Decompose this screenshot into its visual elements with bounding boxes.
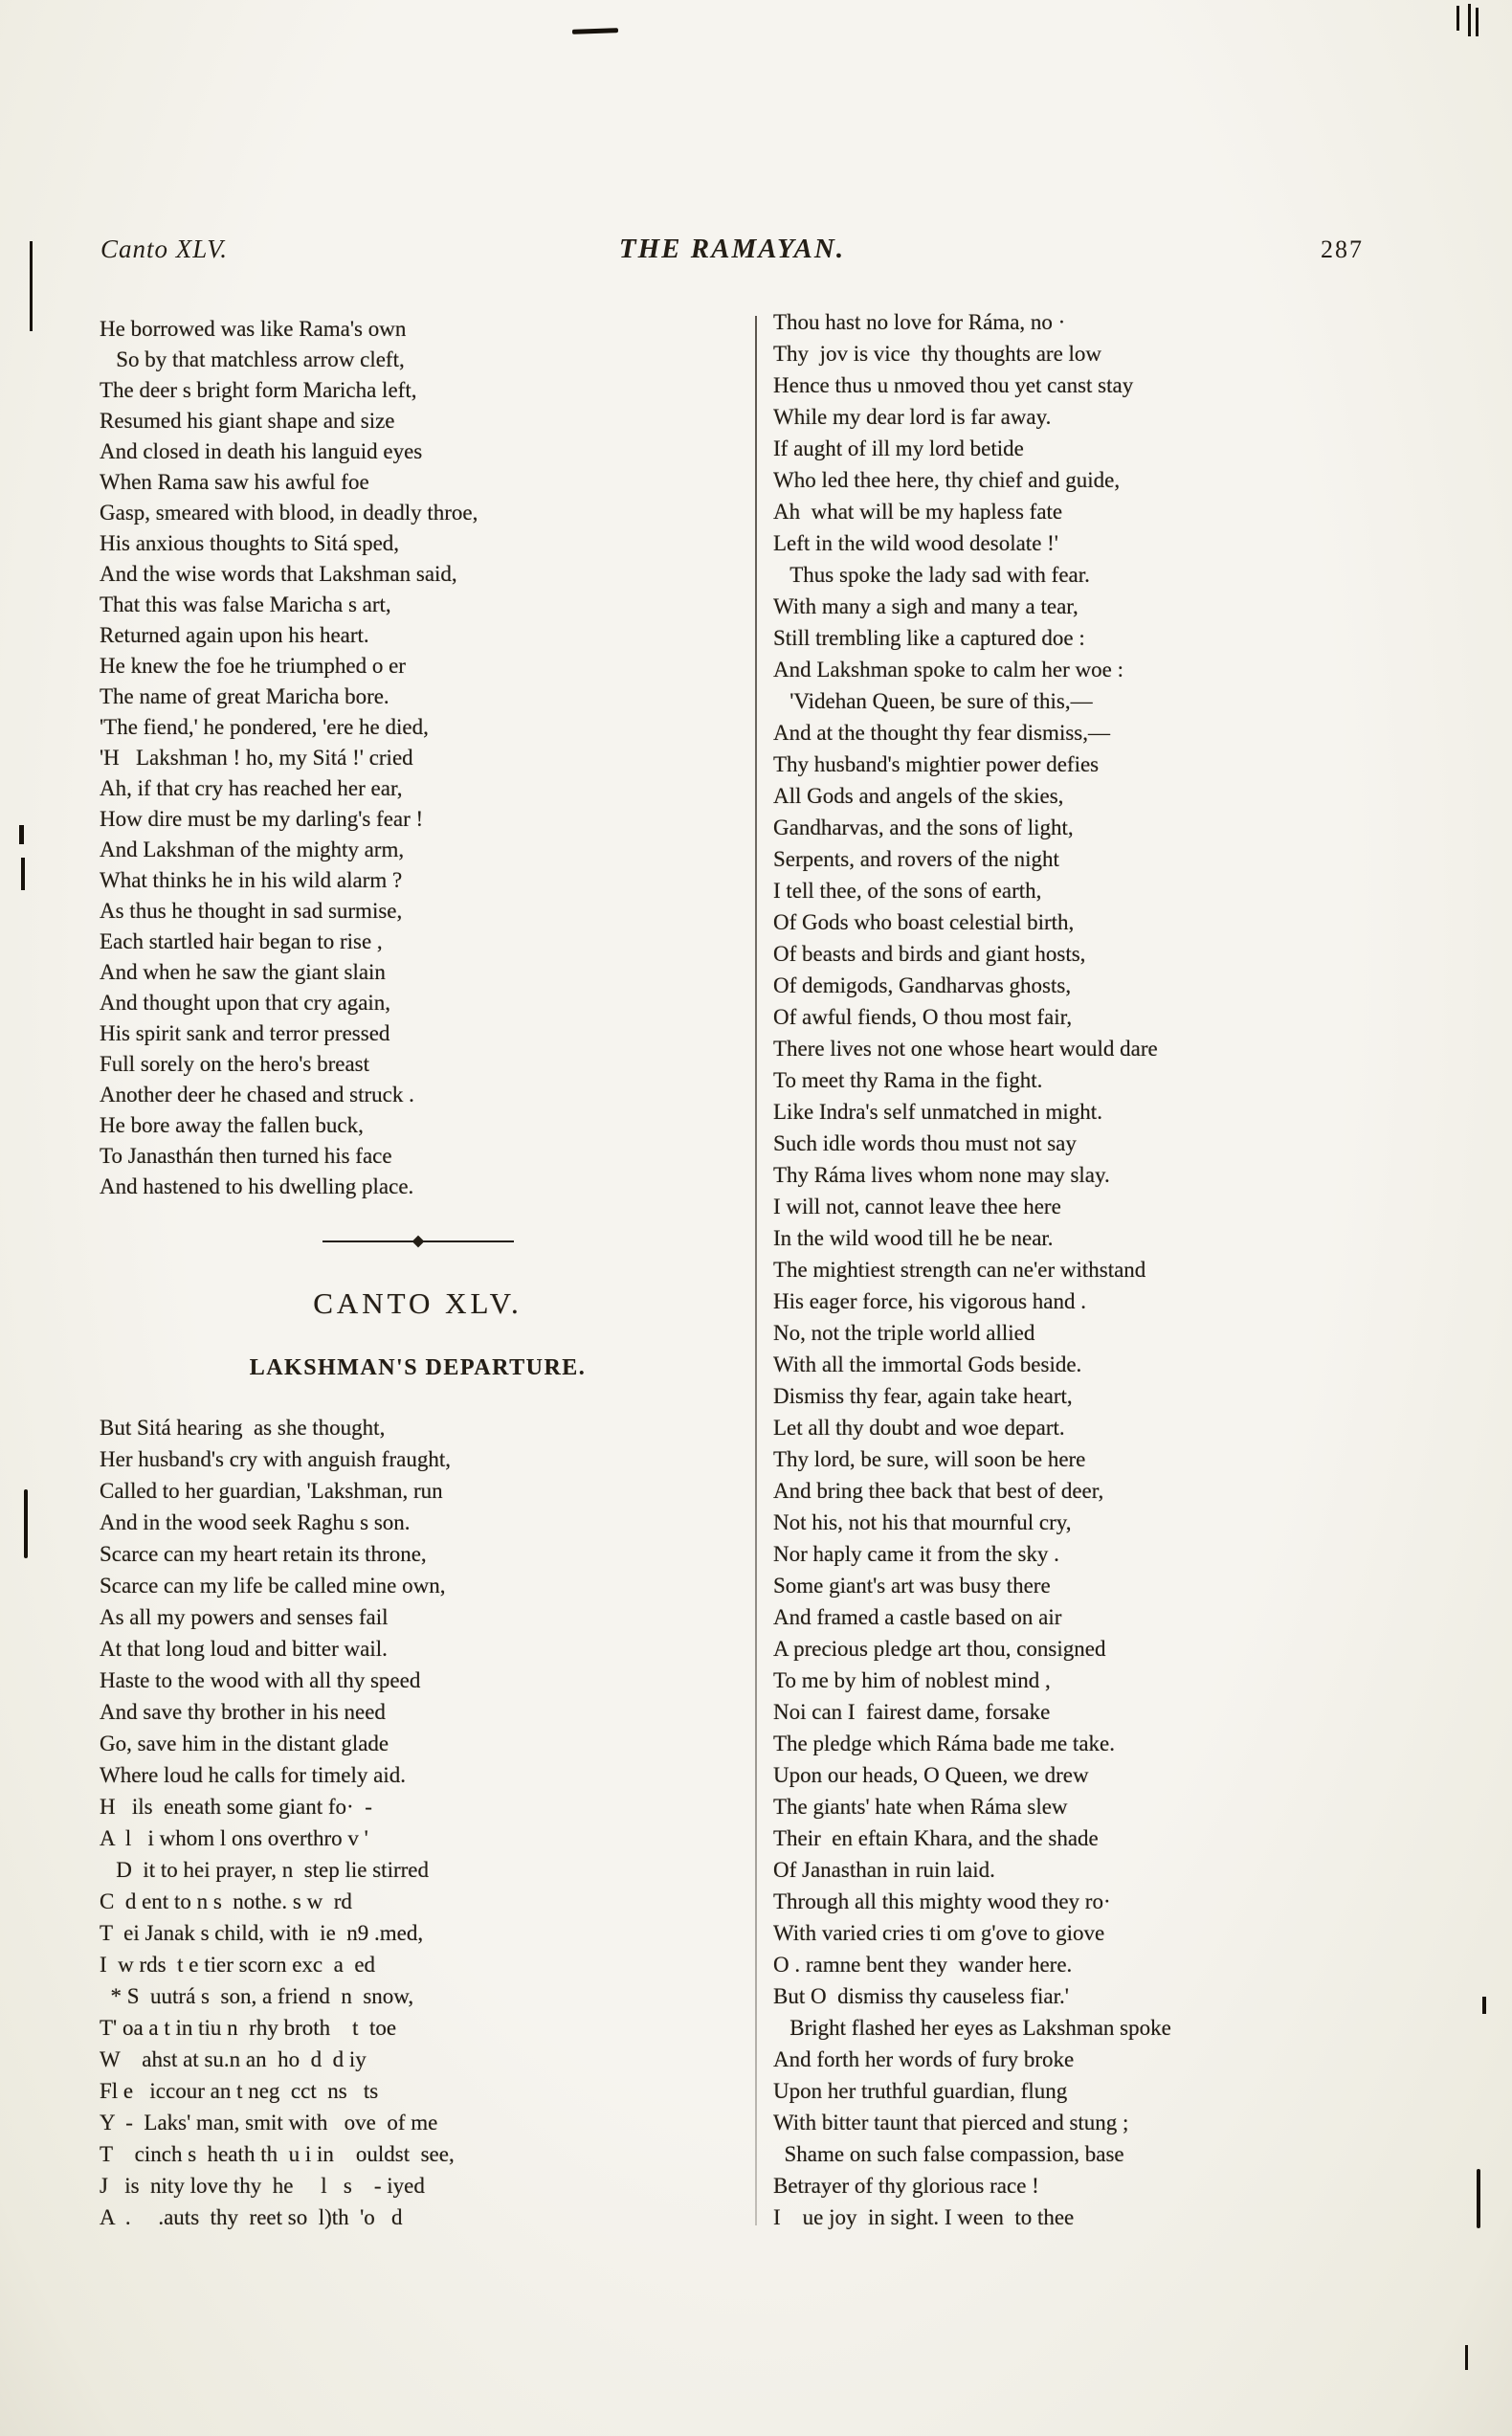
verse-line: Where loud he calls for timely aid. (100, 1763, 406, 1787)
verse-line: And bring thee back that best of deer, (773, 1479, 1104, 1503)
canto-heading: CANTO XLV. (313, 1286, 523, 1320)
verse-line: No, not the triple world allied (773, 1321, 1035, 1345)
section-divider-ornament (322, 1235, 514, 1248)
verse-line: But Sitá hearing as she thought, (100, 1416, 386, 1440)
verse-line: The name of great Maricha bore. (100, 684, 389, 708)
verse-line: Of Janasthan in ruin laid. (773, 1858, 995, 1882)
verse-line: I tell thee, of the sons of earth, (773, 879, 1042, 903)
verse-line: Thus spoke the lady sad with fear. (773, 563, 1090, 587)
left-column (100, 314, 736, 2233)
verse-line: So by that matchless arrow cleft, (100, 347, 405, 371)
verse-line: And forth her words of fury broke (773, 2047, 1075, 2071)
verse-line: Who led thee here, thy chief and guide, (773, 468, 1121, 492)
verse-line: In the wild wood till he be near. (773, 1226, 1054, 1250)
verse-line: Betrayer of thy glorious race ! (773, 2174, 1039, 2198)
scan-mark (1482, 1997, 1486, 2014)
verse-line: Scarce can my life be called mine own, (100, 1574, 446, 1598)
verse-line: Like Indra's self unmatched in might. (773, 1100, 1102, 1124)
verse-line: Called to her guardian, 'Lakshman, run (100, 1479, 443, 1503)
scan-mark (572, 28, 618, 34)
verse-line: Go, save him in the distant glade (100, 1732, 389, 1755)
verse-line: Thy Ráma lives whom none may slay. (773, 1163, 1110, 1187)
verse-line: And Lakshman of the mighty arm, (100, 838, 405, 861)
verse-line: Of Gods who boast celestial birth, (773, 910, 1075, 934)
verse-line: To me by him of noblest mind , (773, 1668, 1051, 1692)
header-book-title: THE RAMAYAN. (618, 234, 846, 264)
verse-line: Not his, not his that mournful cry, (773, 1510, 1072, 1534)
scan-mark (1477, 2169, 1480, 2228)
verse-line: O . ramne bent they wander here. (773, 1953, 1073, 1977)
verse-line: And framed a castle based on air (773, 1605, 1062, 1629)
verse-line: The mightiest strength can ne'er withstand (773, 1258, 1146, 1282)
divider-diamond-icon (411, 1236, 424, 1248)
verse-line: But O dismiss thy causeless fiar.' (773, 1984, 1069, 2008)
verse-line: Still trembling like a captured doe : (773, 626, 1085, 650)
scan-mark (1465, 2345, 1468, 2370)
scan-mark (30, 241, 33, 331)
verse-line: Scarce can my heart retain its throne, (100, 1542, 427, 1566)
header-canto-label: Canto XLV. (100, 235, 229, 263)
verse-line: Gasp, smeared with blood, in deadly throe, (100, 501, 478, 525)
verse-line: When Rama saw his awful foe (100, 470, 369, 494)
scan-mark (1456, 6, 1459, 31)
right-column (773, 306, 1472, 2233)
verse-line: He borrowed was like Rama's own (100, 317, 407, 341)
scan-mark (19, 825, 24, 844)
verse-line: Ah, if that cry has reached her ear, (100, 776, 403, 800)
verse-line: 'H Lakshman ! ho, my Sitá !' cried (100, 746, 413, 770)
verse-line: There lives not one whose heart would dare (773, 1037, 1158, 1061)
verse-line: Through all this mighty wood they ro· (773, 1889, 1111, 1913)
verse-line: A . .auts thy reet so l)th 'o d (100, 2205, 403, 2229)
verse-line: Dismiss thy fear, again take heart, (773, 1384, 1073, 1408)
verse-line: Resumed his giant shape and size (100, 409, 395, 433)
verse-line: A l i whom l ons overthro v ' (100, 1826, 368, 1850)
verse-line: Returned again upon his heart. (100, 623, 369, 647)
verse-line: Of demigods, Gandharvas ghosts, (773, 973, 1072, 997)
verse-line: Nor haply came it from the sky . (773, 1542, 1059, 1566)
verse-line: With many a sigh and many a tear, (773, 594, 1078, 618)
verse-line: H ils eneath some giant fo· - (100, 1795, 372, 1819)
verse-line: 'Videhan Queen, be sure of this,— (773, 689, 1093, 713)
verse-line: And thought upon that cry again, (100, 991, 391, 1015)
verse-line: I w rds t e tier scorn exc a ed (100, 1953, 376, 1977)
verse-line: The giants' hate when Ráma slew (773, 1795, 1068, 1819)
verse-line: With bitter taunt that pierced and stung ; (773, 2111, 1129, 2134)
verse-line: T cinch s heath th u i in ouldst see, (100, 2142, 455, 2166)
verse-block-previous-canto (100, 314, 736, 1202)
verse-line: To meet thy Rama in the fight. (773, 1068, 1043, 1092)
verse-line: With all the immortal Gods beside. (773, 1352, 1082, 1376)
verse-line: While my dear lord is far away. (773, 405, 1052, 429)
verse-line: Their en eftain Khara, and the shade (773, 1826, 1099, 1850)
page-number: 287 (1321, 235, 1364, 263)
verse-line: Hence thus u nmoved thou yet canst stay (773, 373, 1134, 397)
verse-line: His spirit sank and terror pressed (100, 1021, 390, 1045)
verse-line: Another deer he chased and struck . (100, 1083, 414, 1106)
verse-line: Each startled hair began to rise , (100, 929, 383, 953)
verse-line: And when he saw the giant slain (100, 960, 386, 984)
verse-line: The deer s bright form Maricha left, (100, 378, 417, 402)
verse-line: Noi can I fairest dame, forsake (773, 1700, 1051, 1724)
verse-line: And Lakshman spoke to calm her woe : (773, 658, 1123, 682)
verse-line: All Gods and angels of the skies, (773, 784, 1064, 808)
verse-line: He knew the foe he triumphed o er (100, 654, 406, 678)
verse-line: J is nity love thy he l s - iyed (100, 2174, 425, 2198)
verse-line: Y - Laks' man, smit with ove of me (100, 2111, 438, 2134)
verse-line: I ue joy in sight. I ween to thee (773, 2205, 1075, 2229)
page-header (100, 234, 1364, 265)
verse-line: Bright flashed her eyes as Lakshman spoke (773, 2016, 1171, 2040)
verse-line: Full sorely on the hero's breast (100, 1052, 370, 1076)
verse-line: D it to hei prayer, n step lie stirred (100, 1858, 429, 1882)
verse-line: How dire must be my darling's fear ! (100, 807, 424, 831)
verse-line: W ahst at su.n an ho d d iy (100, 2047, 367, 2071)
verse-line: With varied cries ti om g'ove to giove (773, 1921, 1105, 1945)
verse-line: And the wise words that Lakshman said, (100, 562, 457, 586)
verse-line: Thou hast no love for Ráma, no · (773, 310, 1066, 334)
verse-line: And in the wood seek Raghu s son. (100, 1510, 411, 1534)
verse-line: Left in the wild wood desolate !' (773, 531, 1058, 555)
verse-line: That this was false Maricha s art, (100, 592, 391, 616)
section-title: LAKSHMAN'S DEPARTURE. (249, 1355, 587, 1380)
verse-line: Thy husband's mightier power defies (773, 752, 1100, 776)
verse-line: Such idle words thou must not say (773, 1131, 1077, 1155)
verse-line: Shame on such false compassion, base (773, 2142, 1124, 2166)
verse-line: T' oa a t in tiu n rhy broth t toe (100, 2016, 397, 2040)
verse-block-canto-xlv (100, 1412, 736, 2233)
verse-line: As thus he thought in sad surmise, (100, 899, 403, 923)
verse-line: T ei Janak s child, with ie n9 .med, (100, 1921, 424, 1945)
verse-line: If aught of ill my lord betide (773, 436, 1024, 460)
verse-line: Thy jov is vice thy thoughts are low (773, 342, 1102, 366)
verse-line: Of awful fiends, O thou most fair, (773, 1005, 1073, 1029)
verse-line: Thy lord, be sure, will soon be here (773, 1447, 1086, 1471)
verse-line: C d ent to n s nothe. s w rd (100, 1889, 352, 1913)
verse-line: What thinks he in his wild alarm ? (100, 868, 403, 892)
verse-line: His eager force, his vigorous hand . (773, 1289, 1087, 1313)
verse-line: Serpents, and rovers of the night (773, 847, 1059, 871)
verse-line: As all my powers and senses fail (100, 1605, 389, 1629)
verse-line: He bore away the fallen buck, (100, 1113, 364, 1137)
verse-line: And hastened to his dwelling place. (100, 1174, 414, 1198)
scan-mark (24, 1489, 28, 1558)
scan-mark (1468, 4, 1471, 36)
verse-line: Haste to the wood with all thy speed (100, 1668, 421, 1692)
verse-line: Ah what will be my hapless fate (773, 500, 1063, 524)
verse-line: Let all thy doubt and woe depart. (773, 1416, 1065, 1440)
verse-line: I will not, cannot leave thee here (773, 1195, 1061, 1218)
verse-line: The pledge which Ráma bade me take. (773, 1732, 1115, 1755)
verse-line: To Janasthán then turned his face (100, 1144, 392, 1168)
verse-line: At that long loud and bitter wail. (100, 1637, 388, 1661)
verse-line: A precious pledge art thou, consigned (773, 1637, 1106, 1661)
verse-line: Upon our heads, O Queen, we drew (773, 1763, 1089, 1787)
verse-line: And closed in death his languid eyes (100, 439, 423, 463)
verse-line: His anxious thoughts to Sitá sped, (100, 531, 400, 555)
verse-line: Some giant's art was busy there (773, 1574, 1051, 1598)
verse-line: * S uutrá s son, a friend n snow, (100, 1984, 414, 2008)
verse-line: Of beasts and birds and giant hosts, (773, 942, 1086, 966)
scan-mark (21, 858, 25, 890)
column-divider-rule (755, 316, 757, 2225)
verse-line: Her husband's cry with anguish fraught, (100, 1447, 451, 1471)
verse-line: Gandharvas, and the sons of light, (773, 816, 1074, 839)
verse-line: 'The fiend,' he pondered, 'ere he died, (100, 715, 429, 739)
verse-block-right (773, 306, 1472, 2233)
scan-mark (1476, 8, 1479, 36)
verse-line: And at the thought thy fear dismiss,— (773, 721, 1110, 745)
verse-line: Upon her truthful guardian, flung (773, 2079, 1068, 2103)
verse-line: Fl e iccour an t neg cct ns ts (100, 2079, 379, 2103)
verse-line: And save thy brother in his need (100, 1700, 386, 1724)
